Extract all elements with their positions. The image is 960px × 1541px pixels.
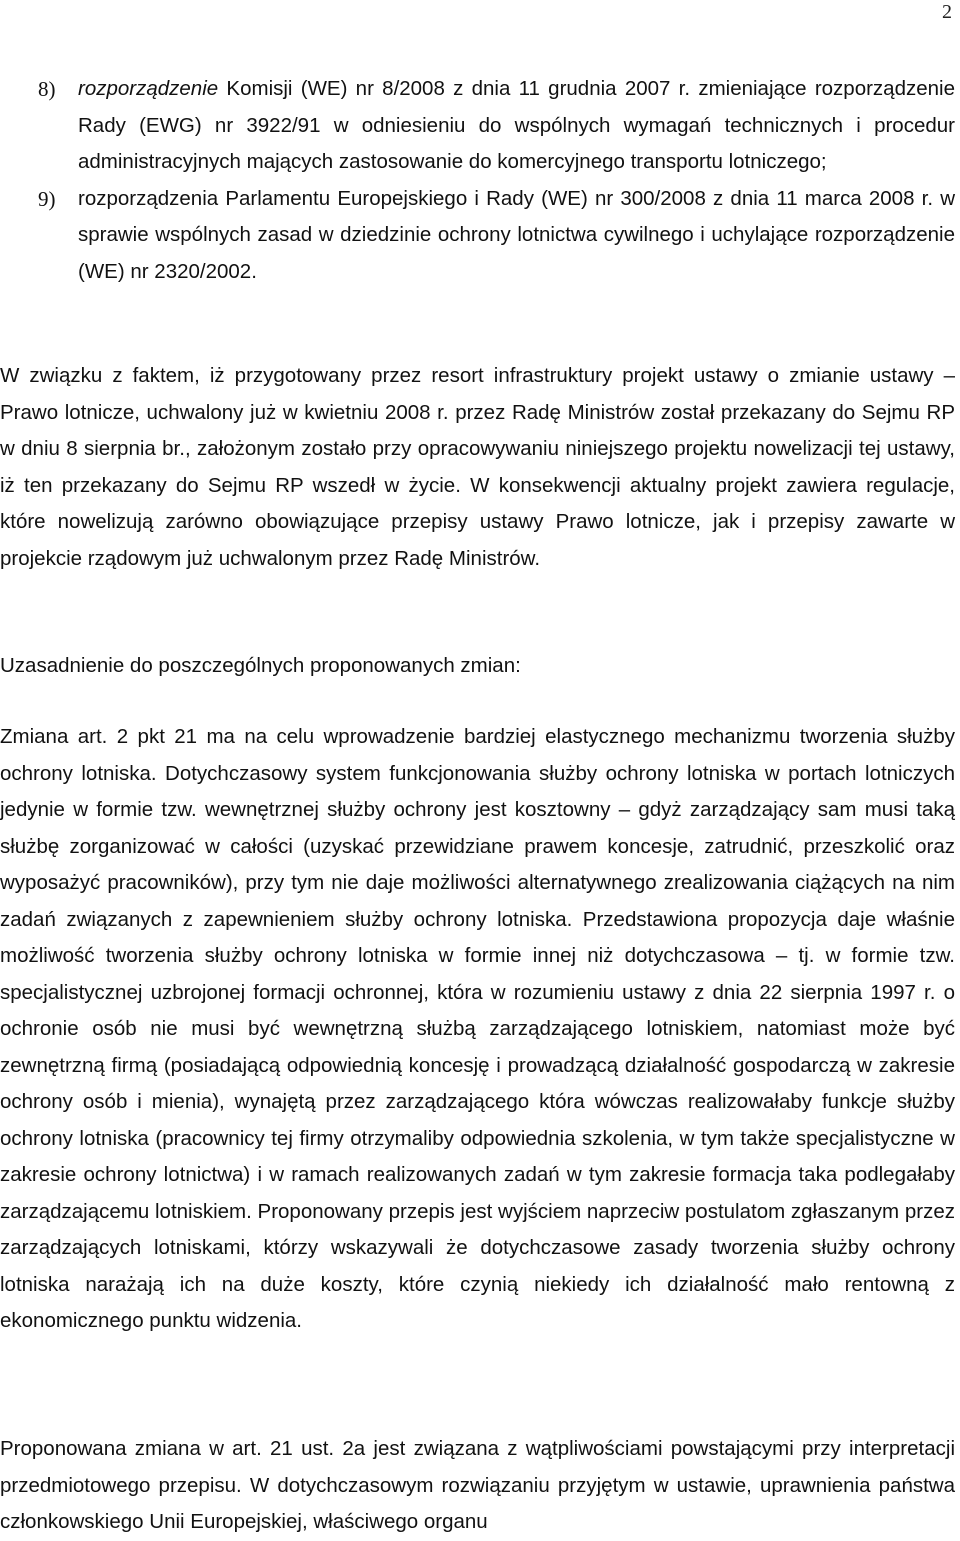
page-number: 2 [942,1,952,23]
list-item-text: rozporządzenia Parlamentu Europejskiego i Rady (WE) nr 300/2008 z dnia 11 marca 2008 r. w sprawie wspólnych zasad w dziedzinie ochrony lotnictwa cywilnego i uchylające rozporządzenie (WE) nr 2320/2002. [78,186,955,283]
intro-paragraph: W związku z faktem, iż przygotowany przez resort infrastruktury projekt ustawy o zmianie ustawy – Prawo lotnicze, uchwalony już w kwietniu 2008 r. przez Radę Ministrów został przekazany do Sejmu RP w dniu 8 sierpnia br., założonym zostało przy opracowywaniu niniejszego projektu nowelizacji tej ustawy, iż ten przekazany do Sejmu RP wszedł w życie. W konsekwencji aktualny projekt zawiera regulacje, które nowelizują zarówno obowiązujące przepisy ustawy Prawo lotnicze, jak i przepisy zawarte w projekcie rządowym już uchwalonym przez Radę Ministrów. [0,364,955,570]
justification-paragraph: Zmiana art. 2 pkt 21 ma na celu wprowadzenie bardziej elastycznego mechanizmu tworzenia służby ochrony lotniska. Dotychczasowy system funkcjonowania służby ochrony lotniska w portach lotniczych jedynie w formie tzw. wewnętrznej służby ochrony jest kosztowny – gdyż zarządzający sam musi taką służbę zorganizować w całości (uzyskać przewidziane prawem koncesje, zatrudnić, przeszkolić oraz wyposażyć pracowników), przy tym nie daje możliwości alternatywnego zrealizowania ciążących na nim zadań związanych z zapewnieniem służby ochrony lotniska. Przedstawiona propozycja daje właśnie możliwość tworzenia służby ochrony lotniska w formie innej niż dotychczasowa – tj. w formie tzw. specjalistycznej uzbrojonej formacji ochronnej, która w rozumieniu ustawy z dnia 22 sierpnia 1997 r. o ochronie osób nie musi być wewnętrzną służbą zarządzającego lotniskiem, natomiast może być zewnętrzną firmą (posiadającą odpowiednią koncesję i prowadzącą działalność gospodarczą w zakresie ochrony osób i mienia), wynajętą przez zarządzającego która wówczas realizowałaby funkcje służby ochrony lotniska (pracownicy tej firmy otrzymaliby odpowiednia szkolenia, w tym także specjalistyczne w zakresie ochrony lotnictwa) i w ramach realizowanych zadań w tym zakresie formacja taka podlegałaby zarządzającemu lotniskiem. Proponowany przepis jest wyjściem naprzeciw postulatom zgłaszanym przez zarządzających lotniskami, którzy wskazywali że dotychczasowe zasady tworzenia służby ochrony lotniska narażają ich na duże koszty, które czynią niekiedy ich działalność mało rentowną z ekonomicznego punktu widzenia. [0,725,955,1332]
list-item-number: 8) [38,77,56,101]
justification-paragraph-continued: Proponowana zmiana w art. 21 ust. 2a jest związana z wątpliwościami powstającymi przy interpretacji przedmiotowego przepisu. W dotychczasowym rozwiązaniu przyjętym w ustawie, uprawnienia państwa członkowskiego Unii Europejskiej, właściwego organu [0,1437,955,1533]
list-item [0,71,960,181]
list-item [0,181,960,291]
section-heading: Uzasadnienie do poszczególnych proponowanych zmian: [0,654,521,677]
regulation-list [0,71,960,290]
list-item-text: Komisji (WE) nr 8/2008 z dnia 11 grudnia 2007 r. zmieniające rozporządzenie Rady (EWG) nr 3922/91 w odniesieniu do wspólnych wymagań technicznych i procedur administracyjnych mających zastosowanie do komercyjnego transportu lotniczego; [78,77,955,173]
list-item-act-name: rozporządzenie [78,77,219,100]
list-item-number: 9) [38,186,56,211]
